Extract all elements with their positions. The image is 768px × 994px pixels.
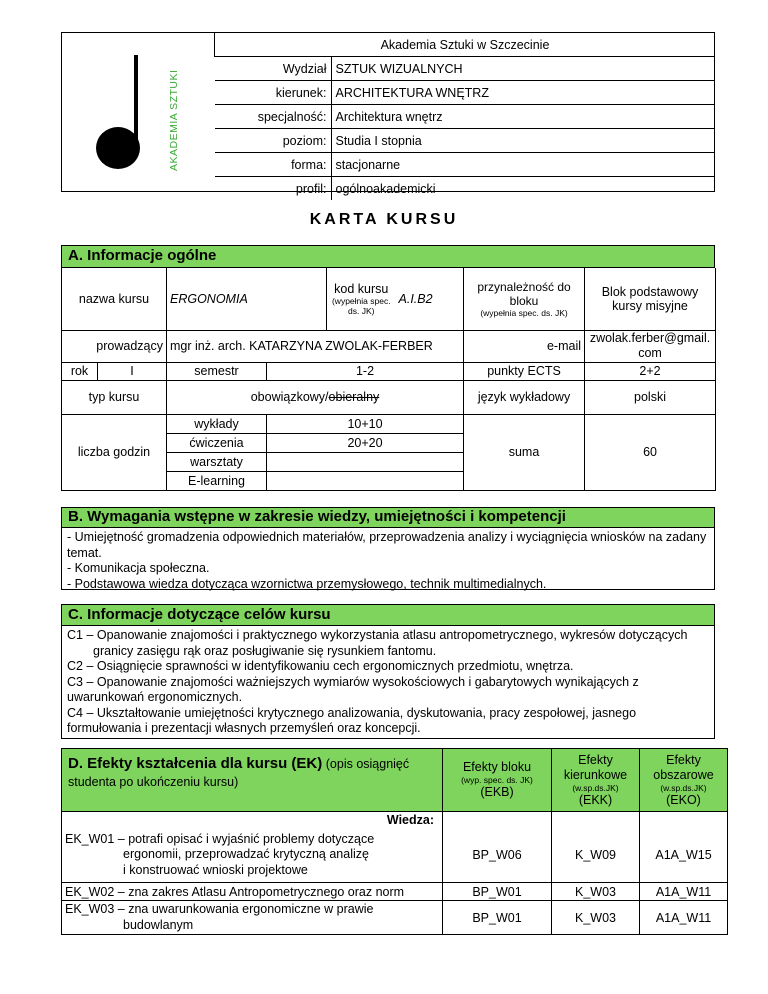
header-value: ogólnoakademicki — [331, 177, 715, 201]
ek-w02: EK_W02 – zna zakres Atlasu Antropometrycznego oraz norm — [62, 883, 443, 901]
logo-text: AKADEMIA SZTUKI — [168, 69, 180, 171]
header-label: forma: — [215, 153, 332, 177]
col-eko-header: Efekty obszarowe (w.sp.ds.JK) (EKO) — [640, 749, 728, 812]
prowadzacy-value: mgr inż. arch. KATARZYNA ZWOLAK-FERBER — [167, 330, 464, 362]
ekb-cell: BP_W01 — [443, 883, 552, 901]
section-d-title: D. Efekty kształcenia dla kursu (EK) (opis osiągnięć studenta po ukończeniu kursu) — [62, 749, 443, 812]
goal-c4: C4 – Ukształtowanie umiejętności krytycznego analizowania, dyskutowania, pracy zespołowej, jasnego formułowania i prezentacji własnych przemyśleń oraz koncepcji. — [67, 705, 637, 735]
typ-label: typ kursu — [62, 380, 167, 414]
spacer-cell — [552, 812, 640, 828]
ekb-cell: BP_W01 — [443, 901, 552, 935]
header-label: poziom: — [215, 129, 332, 153]
header-label: kierunek: — [215, 81, 332, 105]
table-row — [62, 828, 728, 883]
warsztaty-value — [267, 452, 464, 471]
rok-label: rok — [62, 362, 98, 380]
rok-value: I — [98, 362, 167, 380]
eko-cell: A1A_W11 — [640, 883, 728, 901]
typ-value: obowiązkowy/obieralny — [167, 380, 464, 414]
nazwa-label: nazwa kursu — [62, 268, 167, 330]
col-ekk-header: Efekty kierunkowe (w.sp.ds.JK) (EKK) — [552, 749, 640, 812]
cwiczenia-label: ćwiczenia — [167, 433, 267, 452]
wiedza-label: Wiedza: — [62, 812, 443, 828]
header-table — [214, 33, 715, 200]
section-b-title: B. Wymagania wstępne w zakresie wiedzy, umiejętności i kompetencji — [61, 507, 715, 528]
email-label: e-mail — [464, 330, 585, 362]
semestr-value: 1-2 — [267, 362, 464, 380]
goal-c2: C2 – Osiągnięcie sprawności w identyfikowaniu cech ergonomicznych przedmiotu, wnętrza. — [67, 659, 574, 673]
warsztaty-label: warsztaty — [167, 452, 267, 471]
eko-cell: A1A_W15 — [640, 828, 728, 883]
kod-value: A.I.B2 — [396, 268, 464, 330]
przynal-label: przynależność do bloku (wypełnia spec. ds. JK) — [464, 268, 585, 330]
section-c-title: C. Informacje dotyczące celów kursu — [61, 604, 715, 626]
section-a-grid — [61, 268, 715, 491]
suma-label: suma — [464, 414, 585, 490]
ekb-cell: BP_W06 — [443, 828, 552, 883]
doc-title: KARTA KURSU — [309, 211, 459, 228]
logo-graphic — [62, 33, 214, 191]
header-block — [61, 32, 715, 196]
nazwa-value: ERGONOMIA — [167, 268, 327, 330]
section-b-body — [61, 528, 715, 590]
header-value: stacjonarne — [331, 153, 715, 177]
section-a-title: A. Informacje ogólne — [61, 245, 715, 268]
req-item: - Komunikacja społeczna. — [67, 561, 210, 575]
col-ekb-header: Efekty bloku (wyp. spec. ds. JK) (EKB) — [443, 749, 552, 812]
req-item: - Podstawowa wiedza dotycząca wzornictwa przemysłowego, technik multimedialnych. — [67, 576, 547, 591]
godziny-label: liczba godzin — [62, 414, 167, 490]
header-label: profil: — [215, 177, 332, 201]
ects-label: punkty ECTS — [464, 362, 585, 380]
goal-c1: C1 – Opanowanie znajomości i praktycznego wykorzystania atlasu antropometrycznego, wykresów dotyczących — [67, 628, 688, 642]
header-value: SZTUK WIZUALNYCH — [331, 57, 715, 81]
elearning-value — [267, 471, 464, 490]
ek-w01: EK_W01 – potrafi opisać i wyjaśnić problemy dotyczące ergonomii, przeprowadzać krytyczną analizę i konstruować wnioski projektowe — [62, 828, 443, 883]
academy-name: Akademia Sztuki w Szczecinie — [215, 33, 716, 57]
wyklady-label: wykłady — [167, 414, 267, 433]
goal-c1-cont: granicy zasięgu rąk oraz posługiwanie się rysunkiem fantomu. — [93, 643, 437, 658]
section-c-body — [61, 626, 715, 739]
kod-label: kod kursu (wypełnia spec. ds. JK) — [327, 268, 396, 330]
spacer-cell — [443, 812, 552, 828]
prowadzacy-label: prowadzący — [62, 330, 167, 362]
ek-w03: EK_W03 – zna uwarunkowania ergonomiczne w prawie budowlanym — [62, 901, 443, 935]
goal-c3: C3 – Opanowanie znajomości ważniejszych wymiarów wysokościowych i gabarytowych wynikających z uwarunkowań ergonomicznych. — [67, 674, 639, 704]
wyklady-value: 10+10 — [267, 414, 464, 433]
header-value: ARCHITEKTURA WNĘTRZ — [331, 81, 715, 105]
table-row — [62, 901, 728, 935]
header-label: specjalność: — [215, 105, 332, 129]
jezyk-label: język wykładowy — [464, 380, 585, 414]
req-item: - Umiejętność gromadzenia odpowiednich materiałów, przeprowadzenia analizy i wyciągnięcia wniosków na zadany temat. — [67, 530, 707, 560]
ekk-cell: K_W09 — [552, 828, 640, 883]
ects-value: 2+2 — [585, 362, 716, 380]
semestr-label: semestr — [167, 362, 267, 380]
header-value: Studia I stopnia — [331, 129, 715, 153]
header-value: Architektura wnętrz — [331, 105, 715, 129]
eko-cell: A1A_W11 — [640, 901, 728, 935]
table-row — [62, 883, 728, 901]
email-value: zwolak.ferber@gmail.com — [585, 330, 716, 362]
academy-logo — [62, 33, 214, 191]
suma-value: 60 — [585, 414, 716, 490]
header-label: Wydział — [215, 57, 332, 81]
cwiczenia-value: 20+20 — [267, 433, 464, 452]
blok-value: Blok podstawowy kursy misyjne — [585, 268, 716, 330]
ekk-cell: K_W03 — [552, 883, 640, 901]
jezyk-value: polski — [585, 380, 716, 414]
elearning-label: E-learning — [167, 471, 267, 490]
ekk-cell: K_W03 — [552, 901, 640, 935]
section-d — [61, 748, 727, 935]
spacer-cell — [640, 812, 728, 828]
